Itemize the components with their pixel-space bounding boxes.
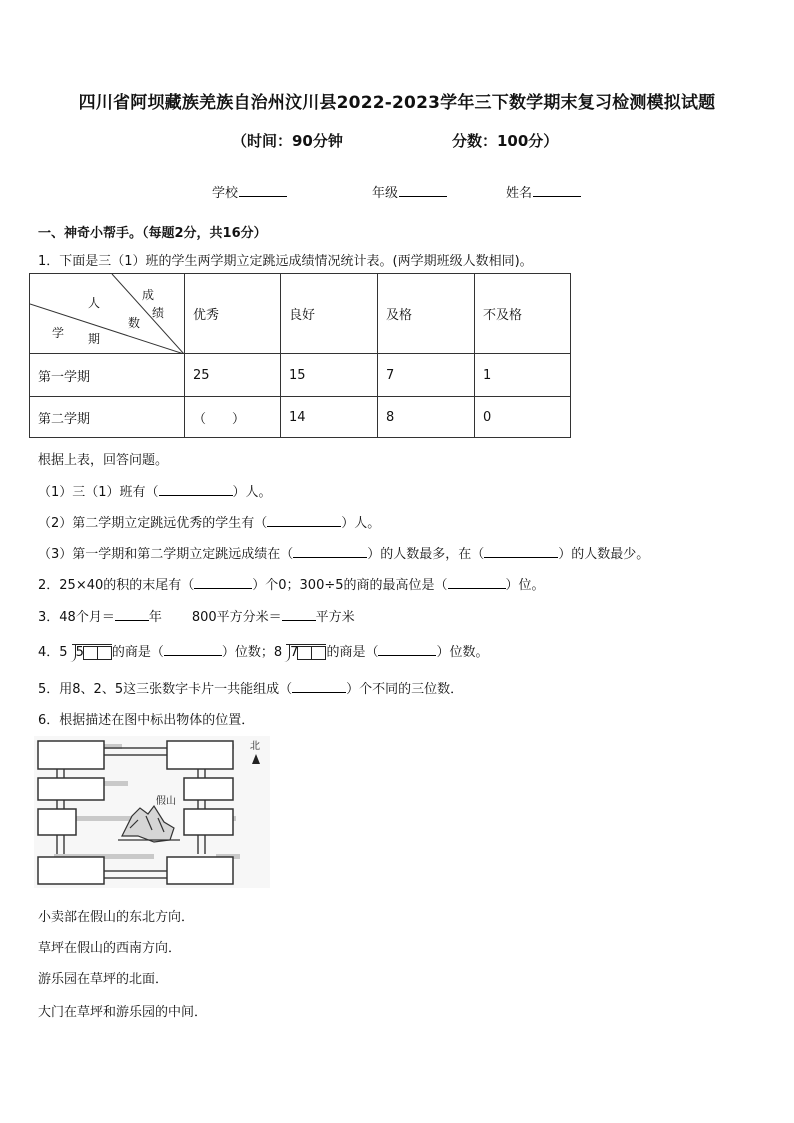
- school-field[interactable]: 学校: [212, 182, 287, 201]
- position-map: [34, 736, 270, 888]
- answer-blank[interactable]: [282, 608, 316, 621]
- question-3: 3．48个月＝ 年 800平方分米＝ 平方米: [38, 610, 355, 625]
- answer-blank[interactable]: [164, 643, 222, 656]
- digit-box: [83, 646, 98, 660]
- exam-title: 四川省阿坝藏族羌族自治州汶川县2022-2023学年三下数学期末复习检测模拟试题: [78, 93, 716, 113]
- answer-blank[interactable]: [115, 608, 149, 621]
- grade-field[interactable]: 年级: [372, 182, 447, 201]
- map-box[interactable]: [38, 741, 104, 769]
- time-label: （时间：90分钟: [232, 132, 343, 150]
- table-row: 第二学期 （ ） 14 8 0: [30, 397, 571, 438]
- col-header: 不及格: [475, 274, 571, 354]
- question-4: 4．5 5 的商是（ ）位数；8 7 的商是（ ）位数。: [38, 645, 489, 660]
- answer-blank[interactable]: [194, 576, 252, 589]
- q1-sub2: （2）第二学期立定跳远优秀的学生有（ ）人。: [38, 516, 381, 531]
- answer-blank[interactable]: [378, 643, 436, 656]
- north-label: 北: [250, 741, 260, 752]
- table-row: 第一学期 25 15 7 1: [30, 354, 571, 397]
- answer-blank[interactable]: [484, 545, 558, 558]
- answer-blank[interactable]: （ ）: [185, 397, 281, 438]
- answer-blank[interactable]: [448, 576, 506, 589]
- stats-table: [29, 273, 571, 438]
- answer-blank[interactable]: [293, 545, 367, 558]
- question-5: 5．用8、2、5这三张数字卡片一共能组成（ ）个不同的三位数．: [38, 682, 464, 697]
- q1-sub3: （3）第一学期和第二学期立定跳远成绩在（ ）的人数最多，在（ ）的人数最少。: [38, 547, 650, 562]
- description-line: 草坪在假山的西南方向．: [38, 941, 182, 956]
- question-6-text: 6．根据描述在图中标出物体的位置．: [38, 713, 255, 728]
- description-line: 大门在草坪和游乐园的中间．: [38, 1005, 208, 1020]
- map-box[interactable]: [184, 809, 233, 835]
- question-1-text: 1．下面是三（1）班的学生两学期立定跳远成绩情况统计表。(两学期班级人数相同)。: [38, 254, 533, 269]
- answer-blank[interactable]: [292, 680, 346, 693]
- col-header: 优秀: [185, 274, 281, 354]
- question-2: 2．25×40的积的末尾有（ ）个0；300÷5的商的最高位是（ ）位。: [38, 578, 545, 593]
- long-division-symbol: 5: [72, 644, 112, 660]
- description-line: 游乐园在草坪的北面．: [38, 972, 169, 987]
- digit-box: [97, 646, 112, 660]
- digit-box: [311, 646, 326, 660]
- map-box[interactable]: [38, 778, 104, 800]
- description-line: 小卖部在假山的东北方向．: [38, 910, 195, 925]
- col-header: 及格: [378, 274, 475, 354]
- answer-blank[interactable]: [159, 483, 233, 496]
- answer-blank[interactable]: [267, 514, 341, 527]
- digit-box: [297, 646, 312, 660]
- long-division-symbol: 7: [286, 644, 326, 660]
- map-box[interactable]: [184, 778, 233, 800]
- hill-label: 假山: [156, 796, 176, 807]
- name-field[interactable]: 姓名: [506, 182, 581, 201]
- score-label: 分数：100分）: [452, 132, 559, 150]
- q1-sub1: （1）三（1）班有（ ）人。: [38, 485, 272, 500]
- map-box[interactable]: [38, 857, 104, 884]
- section-heading: 一、神奇小帮手。（每题2分，共16分）: [38, 226, 267, 241]
- col-header: 良好: [281, 274, 378, 354]
- table-diagonal-header: 人 成 绩 数 学 期: [30, 274, 185, 354]
- map-box[interactable]: [38, 809, 76, 835]
- table-instruction: 根据上表，回答问题。: [38, 453, 169, 468]
- map-box[interactable]: [167, 741, 233, 769]
- map-box[interactable]: [167, 857, 233, 884]
